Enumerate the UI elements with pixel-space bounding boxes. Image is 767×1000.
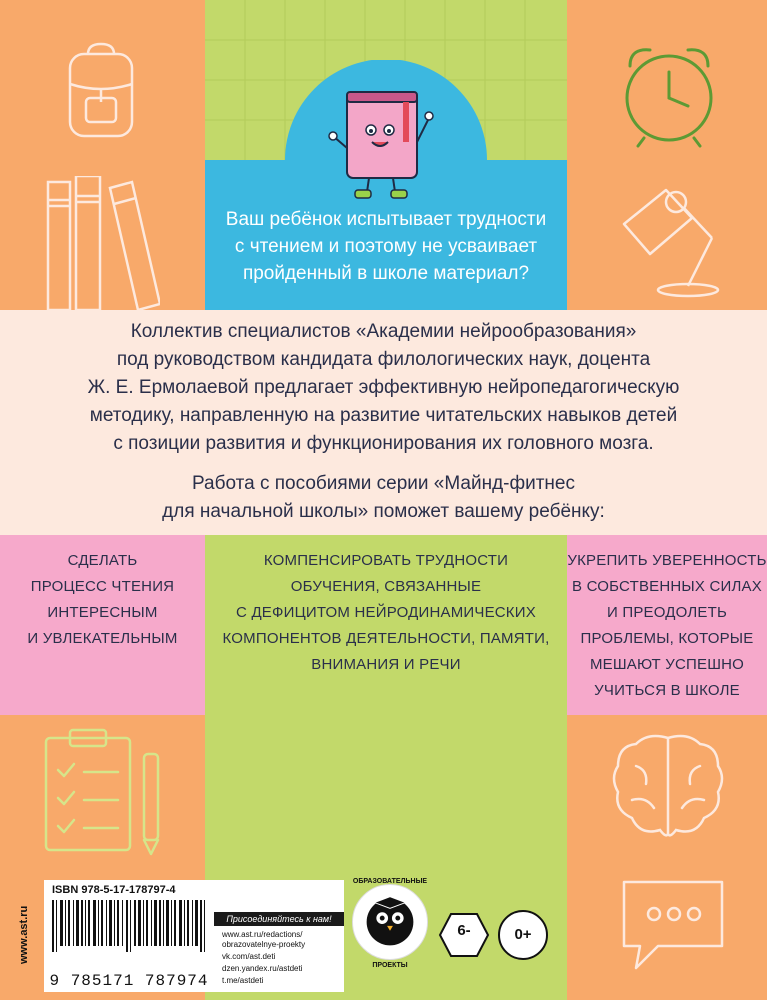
benefit-line: ИНТЕРЕСНЫМ <box>47 604 158 621</box>
age-rating-2: 0+ <box>498 910 548 960</box>
backpack-icon <box>60 40 142 140</box>
link-website-path[interactable]: obrazovatelnye-proekty <box>222 940 306 949</box>
benefit-line: МЕШАЮТ УСПЕШНО <box>589 656 745 673</box>
barcode-bars <box>52 900 206 952</box>
chat-bubble-icon <box>618 876 728 976</box>
website-text: www.ast.ru <box>18 905 30 965</box>
book-mascot-icon <box>325 78 445 202</box>
intro-line: под руководством кандидата филологических наук, доцента <box>116 349 651 370</box>
join-banner: Присоединяйтесь к нам! <box>214 912 344 926</box>
brain-icon <box>608 730 728 842</box>
question-line: пройденный в школе материал? <box>242 263 530 284</box>
link-dzen[interactable]: dzen.yandex.ru/astdeti <box>222 964 303 973</box>
books-icon <box>44 176 160 310</box>
logo-text-top: ОБРАЗОВАТЕЛЬНЫЕ <box>352 878 428 885</box>
benefit-text-3 <box>567 548 767 704</box>
link-vk[interactable]: vk.com/ast.deti <box>222 952 276 961</box>
intro-line: Ж. Е. Ермолаевой предлагает эффективную нейропедагогическую <box>87 377 680 398</box>
benefit-line: ВНИМАНИЯ И РЕЧИ <box>311 656 461 673</box>
benefit-line: ПРОЦЕСС ЧТЕНИЯ <box>30 578 175 595</box>
owl-icon <box>353 885 427 959</box>
isbn-text: ISBN 978-5-17-178797-4 <box>52 884 176 896</box>
series-line: Работа с пособиями серии «Майнд-фитнес <box>192 473 575 494</box>
question-line: с чтением и поэтому не усваивает <box>234 236 538 257</box>
intro-line: методику, направленную на развитие читательских навыков детей <box>89 405 678 426</box>
intro-paragraph <box>0 318 767 458</box>
link-website[interactable]: www.ast.ru/redactions/ <box>222 930 303 939</box>
series-paragraph <box>0 470 767 526</box>
benefit-line: КОМПОНЕНТОВ ДЕЯТЕЛЬНОСТИ, ПАМЯТИ, <box>222 630 550 647</box>
series-line: для начальной школы» поможет вашему ребёнку: <box>162 501 605 522</box>
benefit-line: УКРЕПИТЬ УВЕРЕННОСТЬ <box>567 552 767 569</box>
benefit-line: С ДЕФИЦИТОМ НЕЙРОДИНАМИЧЕСКИХ <box>236 604 536 621</box>
question-text <box>205 206 567 287</box>
logo-text-bottom: ПРОЕКТЫ <box>372 962 408 969</box>
desk-lamp-icon <box>604 174 730 298</box>
benefit-line: ПРОБЛЕМЫ, КОТОРЫЕ <box>580 630 754 647</box>
intro-line: с позиции развития и функционирования их головного мозга. <box>113 433 654 454</box>
link-telegram[interactable]: t.me/astdeti <box>222 976 264 985</box>
barcode-number: 9 785171 787974 <box>49 972 209 990</box>
age-rating-1: 6- <box>457 922 471 939</box>
intro-line: Коллектив специалистов «Академии нейрообразования» <box>130 321 637 342</box>
benefit-line: И ПРЕОДОЛЕТЬ <box>607 604 727 621</box>
benefit-line: В СОБСТВЕННЫХ СИЛАХ <box>572 578 762 595</box>
benefit-text-2 <box>205 548 567 678</box>
benefit-line: СДЕЛАТЬ <box>67 552 138 569</box>
educational-projects-logo <box>352 884 428 960</box>
benefit-line: КОМПЕНСИРОВАТЬ ТРУДНОСТИ <box>263 552 509 569</box>
question-line: Ваш ребёнок испытывает трудности <box>225 209 547 230</box>
benefit-text-1 <box>0 548 205 652</box>
alarm-clock-icon <box>616 40 722 150</box>
clipboard-icon <box>40 726 170 856</box>
benefit-line: ОБУЧЕНИЯ, СВЯЗАННЫЕ <box>290 578 482 595</box>
benefit-line: И УВЛЕКАТЕЛЬНЫМ <box>27 630 178 647</box>
benefit-line: УЧИТЬСЯ В ШКОЛЕ <box>594 682 740 699</box>
